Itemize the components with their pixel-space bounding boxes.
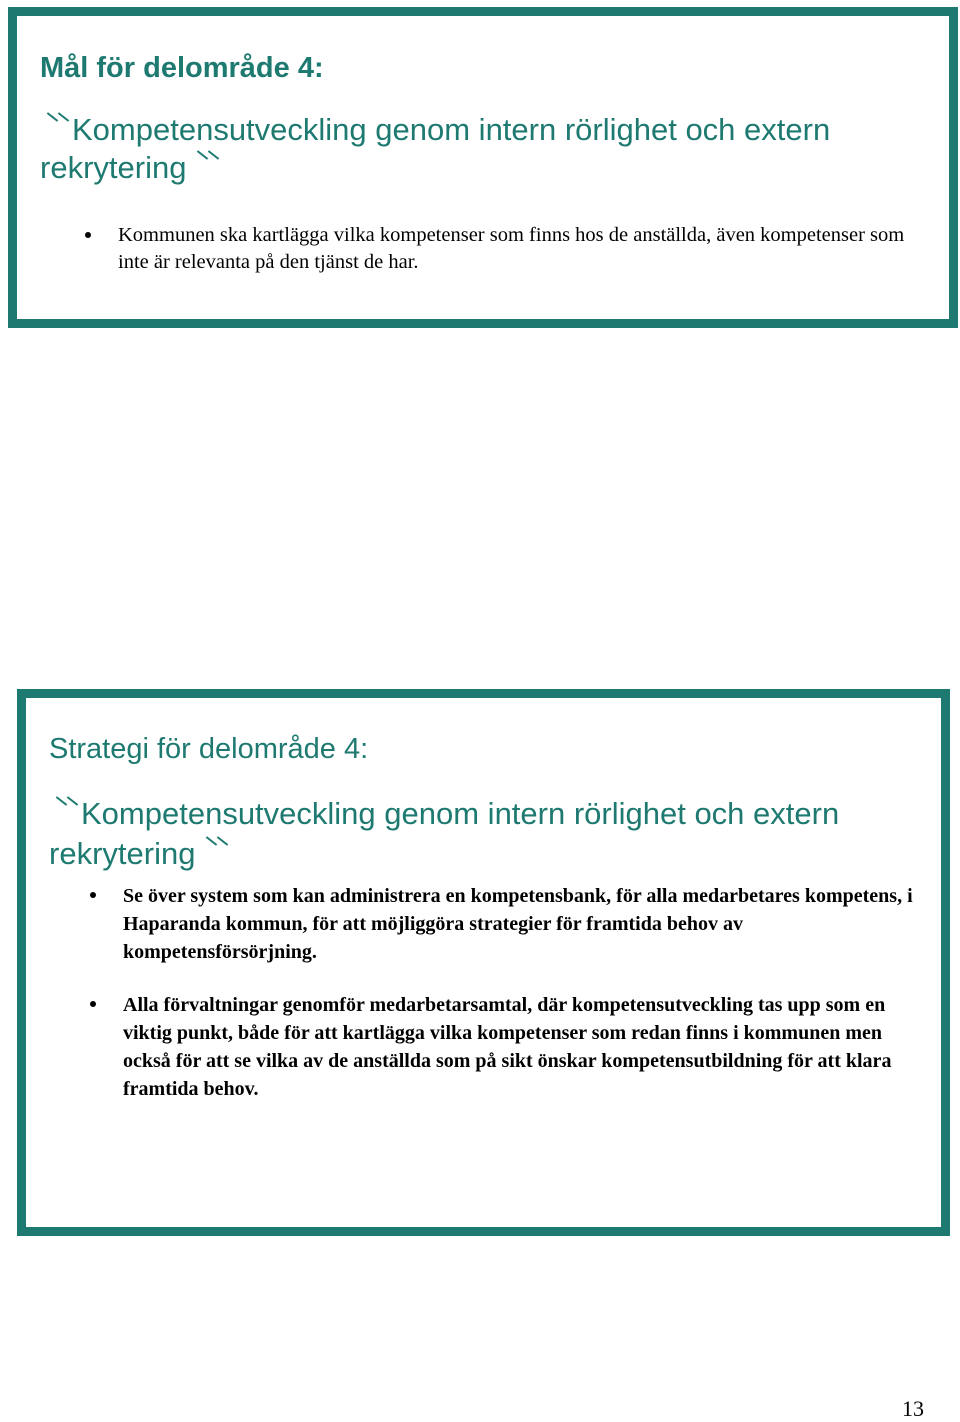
list-item	[90, 882, 930, 966]
strategy-bullet-list	[90, 882, 930, 1103]
list-item	[90, 991, 930, 1103]
goal-box	[8, 7, 958, 328]
strategy-subtitle	[49, 794, 949, 874]
page-number: 13	[902, 1396, 924, 1421]
goal-bullet-list	[85, 222, 905, 276]
bullet-icon	[85, 232, 91, 238]
strategy-subtitle-text: Kompetensutveckling genom intern rörlighet och extern rekrytering	[49, 796, 840, 871]
goal-subtitle	[40, 111, 940, 187]
goal-title: Mål för delområde 4:	[40, 52, 324, 84]
bullet-icon	[90, 1001, 96, 1007]
strategy-bullet-text: Se över system som kan administrera en kompetensbank, för alla medarbetares kompetens, i Haparanda kommun, för att möjliggöra strategier för framtida behov av kompetensförsörjning.	[123, 885, 913, 963]
bullet-icon	[90, 892, 96, 898]
strategy-title: Strategi för delområde 4:	[49, 733, 369, 765]
goal-subtitle-text: Kompetensutveckling genom intern rörlighet och extern rekrytering	[40, 112, 831, 185]
strategy-bullet-text: Alla förvaltningar genomför medarbetarsamtal, där kompetensutveckling tas upp som en viktig punkt, både för att kartlägga vilka kompetenser som redan finns i kommunen men också för att se vilka av de anställda som på sikt önskar kompetensutbildning för att klara framtida behov.	[123, 994, 892, 1100]
goal-bullet-text: Kommunen ska kartlägga vilka kompetenser som finns hos de anställda, även kompetenser som inte är relevanta på den tjänst de har.	[118, 224, 905, 273]
strategy-box	[17, 689, 950, 1236]
list-item	[85, 222, 905, 276]
